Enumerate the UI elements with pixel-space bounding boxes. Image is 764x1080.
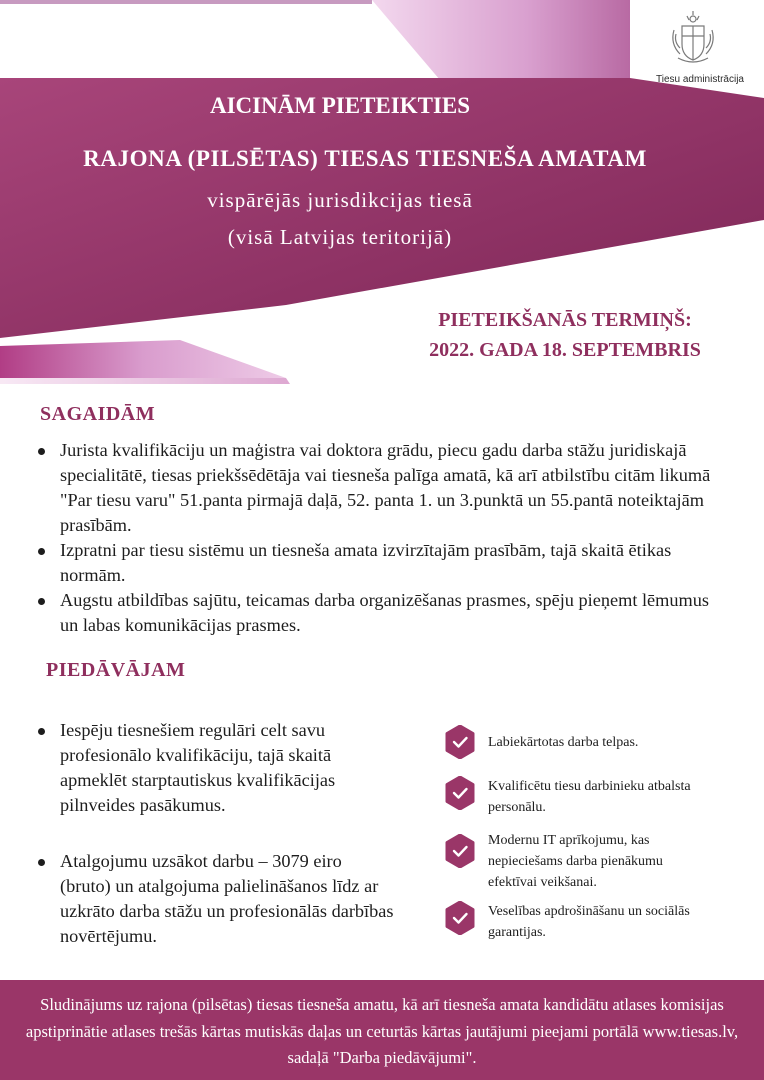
check-badge-icon: [445, 725, 475, 759]
list-item: Atalgojumu uzsākot darbu – 3079 eiro (bruto) un atalgojuma palielināšanos līdz ar uzkrāto darba stāžu un profesionālās darbības novērtējumu.: [36, 849, 396, 949]
requirements-heading: SAGAIDĀM: [40, 403, 156, 425]
benefit-text: Labiekārtotas darba telpas.: [488, 735, 639, 750]
benefit-item: [445, 776, 745, 836]
deadline-date: 2022. GADA 18. SEPTEMBRIS: [429, 339, 701, 361]
benefit-text: Modernu IT aprīkojumu, kas nepieciešams darba pienākumu efektīvai veikšanai.: [488, 833, 663, 890]
footer-notice: Sludinājums uz rajona (pilsētas) tiesas tiesneša amatu, kā arī tiesneša amata kandidātu atlases komisijas apstiprinātie atlases trešās kārtas mutiskās daļas un ceturtās kārtas jautājumi pieejami portālā www.tiesas.lv, sadaļā "Darba piedāvājumi".: [0, 980, 764, 1080]
deadline-block: [400, 305, 730, 365]
jurisdiction-subtitle: vispārējās jurisdikcijas tiesā: [207, 188, 473, 212]
offer-heading: PIEDĀVĀJAM: [46, 659, 186, 681]
position-title: RAJONA (PILSĒTAS) TIESAS TIESNEŠA AMATAM: [83, 146, 647, 171]
deadline-label: PIETEIKŠANĀS TERMIŅŠ:: [438, 309, 692, 331]
offer-list: [36, 718, 396, 949]
list-item: Augstu atbildības sajūtu, teicamas darba organizēšanas prasmes, spēju pieņemt lēmumus un labas komunikācijas prasmes.: [36, 588, 728, 638]
list-item: Izpratni par tiesu sistēmu un tiesneša amata izvirzītajām prasībām, tajā skaitā ētikas normām.: [36, 538, 728, 588]
list-item: Jurista kvalifikāciju un maģistra vai doktora grādu, piecu gadu darba stāžu juridiskajā specialitātē, tiesas priekšsēdētāja vai tiesneša palīga amatā, kā arī atbilstību citām likumā "Par tiesu varu" 51.panta pirmajā daļā, 52. panta 1. un 3.punktā un 55.pantā noteiktajām prasībām.: [36, 438, 728, 538]
benefit-item: [445, 901, 745, 961]
check-badge-icon: [445, 901, 475, 935]
benefit-item: [445, 834, 745, 894]
organization-name: Tiesu administrācija: [656, 74, 744, 85]
coat-of-arms-logo: [668, 8, 718, 66]
check-badge-icon: [445, 776, 475, 810]
check-badge-icon: [445, 834, 475, 868]
territory-subtitle: (visā Latvijas teritorijā): [227, 225, 453, 249]
requirements-list: [36, 438, 728, 638]
benefit-text: Kvalificētu tiesu darbinieku atbalsta personālu.: [488, 779, 691, 815]
list-item: Iespēju tiesnešiem regulāri celt savu profesionālo kvalifikāciju, tajā skaitā apmeklēt starptautiskus kvalifikācijas pilnveides pasākumus.: [36, 718, 396, 818]
benefit-text: Veselības apdrošināšanu un sociālās garantijas.: [488, 904, 690, 940]
main-title: AICINĀM PIETEIKTIES: [209, 93, 471, 118]
